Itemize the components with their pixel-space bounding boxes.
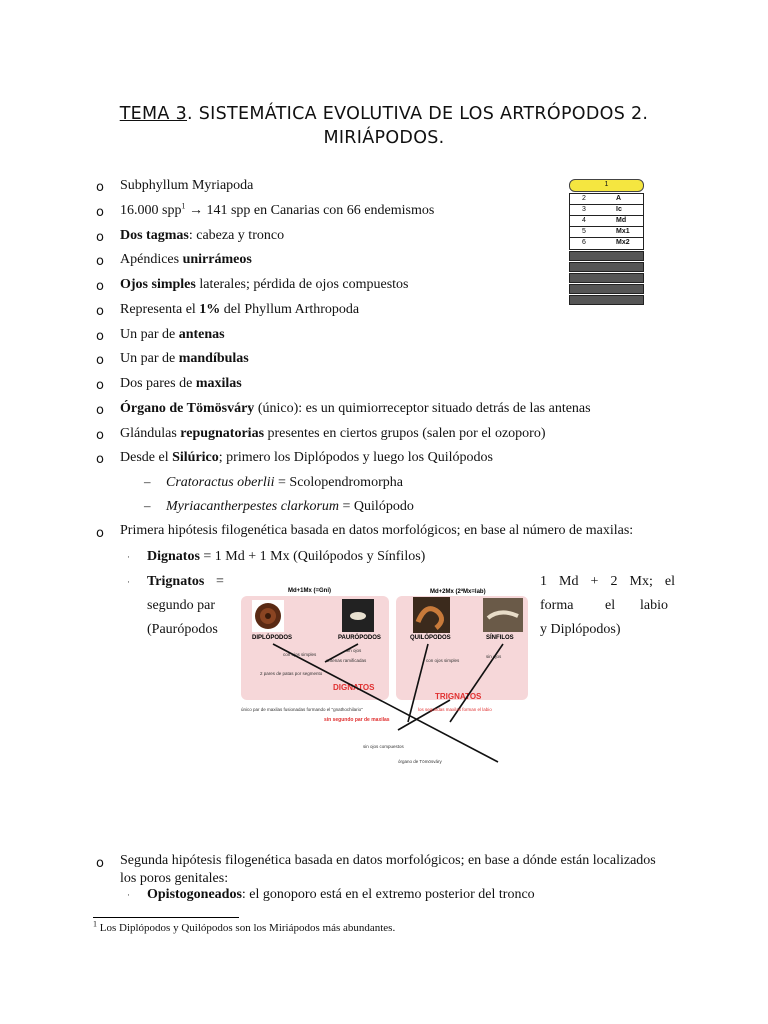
sub-item: Cratoractus oberlii = Scolopendromorpha bbox=[166, 475, 403, 490]
label-quilopodos: QUILÓPODOS bbox=[410, 635, 451, 641]
segment-row: 6 Mx2 bbox=[570, 238, 643, 249]
label-l-sin-ojos: sin ojos bbox=[346, 648, 362, 653]
title-line2: MIRIÁPODOS. bbox=[323, 128, 445, 148]
list-item: Glándulas repugnatorias presentes en ciertos grupos (salen por el ozoporo) bbox=[120, 426, 546, 441]
segment-rows bbox=[569, 193, 644, 250]
label-tomosvary: órgano de Tömösváry bbox=[398, 759, 442, 764]
trunk-segment bbox=[569, 262, 644, 272]
list-item: Un par de antenas bbox=[120, 327, 225, 342]
bullet-marker: o bbox=[96, 329, 104, 344]
sub-item-trignatos: Trignatos bbox=[147, 574, 205, 589]
sub-item-dignatos: Dignatos = 1 Md + 1 Mx (Quilópodos y Sínfilos) bbox=[147, 549, 426, 564]
phylogeny-diagram bbox=[238, 582, 533, 774]
label-segundas: los segundas maxilas forman el labio bbox=[418, 707, 492, 712]
list-item: Desde el Silúrico; primero los Diplópodos y luego los Quilópodos bbox=[120, 450, 493, 465]
trunk-segment bbox=[569, 273, 644, 283]
label-sin-ojos-comp: sin ojos compuestos bbox=[363, 744, 404, 749]
label-dignatos: DIGNATOS bbox=[333, 683, 375, 692]
label-diplopodos: DIPLÓPODOS bbox=[252, 635, 293, 641]
label-l-ojos: con ojos simples bbox=[283, 652, 317, 657]
bullet-marker: o bbox=[96, 205, 104, 220]
segment-row: 5 Mx1 bbox=[570, 227, 643, 238]
left-header: Md+1Mx (=Gni) bbox=[288, 588, 332, 594]
right-header: Md+2Mx (2ªMx=lab) bbox=[430, 589, 486, 595]
list-item: Primera hipótesis filogenética basada en datos morfológicos; en base al número de maxilas: bbox=[120, 523, 634, 538]
list-item: Órgano de Tömösváry (único): es un quimiorreceptor situado detrás de las antenas bbox=[120, 401, 591, 416]
dot-marker: · bbox=[127, 890, 130, 900]
list-item: Ojos simples laterales; pérdida de ojos compuestos bbox=[120, 277, 409, 292]
list-item: Dos tagmas: cabeza y tronco bbox=[120, 228, 285, 243]
list-item-second-hypothesis: Segunda hipótesis filogenética basada en datos morfológicos; en base a dónde están localizados los poros genitales: bbox=[120, 853, 656, 886]
bullet-marker: o bbox=[96, 403, 104, 418]
text-fragment: segundo par bbox=[147, 598, 216, 613]
footnote-separator bbox=[93, 917, 239, 918]
trunk-segment bbox=[569, 295, 644, 305]
label-antenas: antenas ramificadas bbox=[326, 658, 367, 663]
label-r-ojos: con ojos simples bbox=[426, 658, 460, 663]
page-title bbox=[100, 102, 668, 150]
segment-row: 4 Md bbox=[570, 216, 643, 227]
bullet-marker: o bbox=[96, 230, 104, 245]
sub-item: Myriacantherpestes clarkorum = Quilópodo bbox=[166, 499, 414, 514]
footnote: $^1$ Los Diplópodos y Quilópodos son los Miriápodos más abundantes. bbox=[93, 919, 396, 934]
trunk-segment bbox=[569, 284, 644, 294]
bullet-marker: o bbox=[96, 254, 104, 269]
bullet-marker: o bbox=[96, 180, 104, 195]
quilopod-image bbox=[413, 597, 450, 633]
dash-marker: – bbox=[144, 474, 151, 489]
text-fragment: labio bbox=[640, 598, 668, 613]
dash-marker: – bbox=[144, 498, 151, 513]
text-fragment: (Paurópodos bbox=[147, 622, 218, 637]
bullet-marker: o bbox=[96, 378, 104, 393]
text-fragment: el bbox=[605, 598, 616, 613]
text-fragment: 1 Md + 2 Mx; el bbox=[540, 574, 675, 589]
bullet-marker: o bbox=[96, 279, 104, 294]
sub-item-opistogoneados: Opistogoneados: el gonoporo está en el extremo posterior del tronco bbox=[147, 887, 535, 902]
label-2pares: 2 pares de patas por segmento bbox=[260, 671, 323, 676]
segment-head: 1 bbox=[569, 179, 644, 192]
trunk-segment bbox=[569, 251, 644, 261]
list-item: Subphyllum Myriapoda bbox=[120, 178, 254, 193]
title-underlined: TEMA 3 bbox=[119, 104, 188, 124]
text-fragment: forma bbox=[540, 598, 574, 613]
list-item: Dos pares de maxilas bbox=[120, 376, 242, 391]
dot-marker: · bbox=[127, 577, 130, 587]
label-unico-par: único par de maxilas fusionadas formando el "gnathochilario" bbox=[241, 707, 363, 712]
title-rest: . SISTEMÁTICA EVOLUTIVA DE LOS ARTRÓPODOS 2. bbox=[187, 104, 649, 124]
label-sinfilos: SÍNFILOS bbox=[486, 635, 514, 641]
label-pauropodos: PAURÓPODOS bbox=[338, 635, 381, 641]
list-item: 16.000 spp$^1$ → 141 spp en Canarias con 66 endemismos bbox=[120, 201, 435, 218]
bullet-marker: o bbox=[96, 304, 104, 319]
segment-row: 2 A bbox=[570, 194, 643, 205]
segment-row: 3 Ic bbox=[570, 205, 643, 216]
list-item: Un par de mandíbulas bbox=[120, 351, 249, 366]
bullet-marker: o bbox=[96, 856, 104, 871]
label-sin-segundo: sin segundo par de maxilas bbox=[324, 717, 390, 723]
label-r-sin-ojos: sin ojos bbox=[486, 654, 502, 659]
label-trignatos: TRIGNATOS bbox=[435, 692, 482, 701]
list-item: Apéndices unirrámeos bbox=[120, 252, 252, 267]
text-fragment: y Diplópodos) bbox=[540, 622, 621, 637]
segment-diagram bbox=[569, 179, 644, 305]
bullet-marker: o bbox=[96, 526, 104, 541]
bullet-marker: o bbox=[96, 452, 104, 467]
dot-marker: · bbox=[127, 552, 130, 562]
bullet-marker: o bbox=[96, 353, 104, 368]
pauropod-icon bbox=[350, 612, 366, 620]
text-fragment: = bbox=[216, 574, 224, 589]
list-item: Representa el 1% del Phyllum Arthropoda bbox=[120, 302, 360, 317]
bullet-marker: o bbox=[96, 428, 104, 443]
